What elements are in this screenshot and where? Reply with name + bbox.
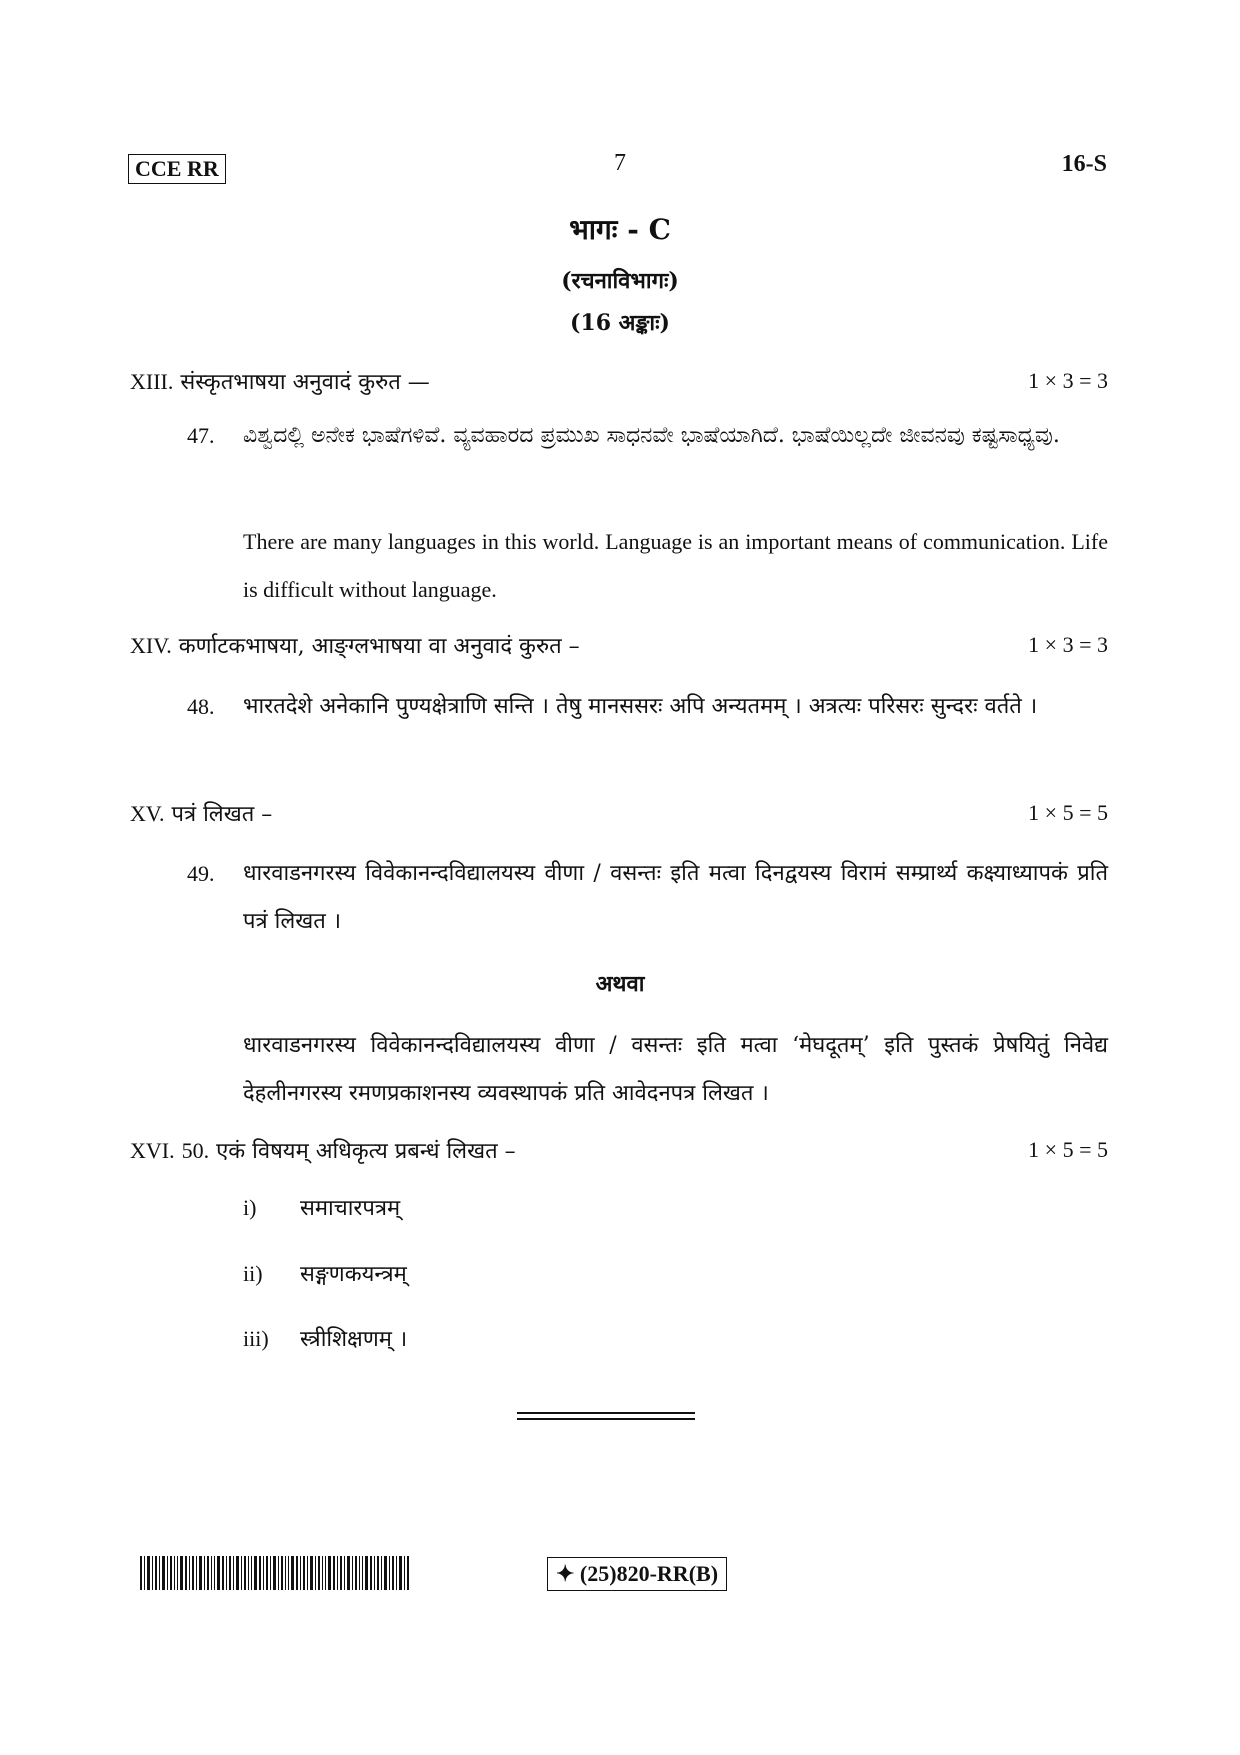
end-of-section-rule <box>517 1412 695 1420</box>
item-number: 50. <box>181 1138 210 1163</box>
question-instruction: कर्णाटकभाषया, आङ्ग्लभाषया वा अनुवादं कुरुत – <box>178 634 580 659</box>
question-marks: 1 × 3 = 3 <box>1028 632 1108 657</box>
question-number: XVI. <box>130 1138 175 1163</box>
question-xiii-heading <box>130 366 430 396</box>
item-number: 49. <box>187 861 215 886</box>
item-number: 48. <box>187 694 215 719</box>
or-label: अथवा <box>595 971 645 997</box>
alternate-letter-prompt: धारवाडनगरस्य विवेकानन्दविद्यालयस्य वीणा / वसन्तः इति मत्वा ‘मेघदूतम्’ इति पुस्तकं प्रेषयितुं निवेद्य देहलीनगरस्य रमणप्रकाशनस्य व्यवस्थापकं प्रति आवेदनपत्र लिखत । <box>243 1033 1108 1106</box>
question-marks: 1 × 5 = 5 <box>1028 800 1108 825</box>
option-number: ii) <box>243 1261 263 1286</box>
option-number: i) <box>243 1195 257 1220</box>
question-number: XIV. <box>130 633 172 658</box>
option-number: iii) <box>243 1326 269 1351</box>
question-instruction: पत्रं लिखत – <box>171 802 273 827</box>
sanskrit-passage: भारतदेशे अनेकानि पुण्यक्षेत्राणि सन्ति । तेषु मानससरः अपि अन्यतमम् । अत्रत्यः परिसरः सुन्दरः वर्तते । <box>243 694 1038 719</box>
kannada-passage: ವಿಶ್ವದಲ್ಲಿ ಅನೇಕ ಭಾಷೆಗಳಿವೆ. ವ್ಯವಹಾರದ ಪ್ರಮುಖ ಸಾಧನವೇ ಭಾಷೆಯಾಗಿದೆ. ಭಾಷೆಯಿಲ್ಲದೇ ಜೀವನವು ಕಷ್ಟಸಾಧ್ಯವು. <box>243 423 1060 448</box>
question-xvi-heading <box>130 1135 516 1165</box>
item-number: 47. <box>187 423 215 448</box>
option-text: स्त्रीशिक्षणम् । <box>300 1327 408 1352</box>
letter-prompt: धारवाडनगरस्य विवेकानन्दविद्यालयस्य वीणा / वसन्तः इति मत्वा दिनद्वयस्य विरामं सम्प्रार्थ्य कक्ष्याध्यापकं प्रति पत्रं लिखत । <box>243 861 1108 934</box>
booklet-code: ✦ (25)820-RR(B) <box>547 1557 727 1591</box>
question-marks: 1 × 5 = 5 <box>1028 1137 1108 1162</box>
barcode-icon <box>140 1556 410 1590</box>
question-number: XIII. <box>130 369 174 394</box>
question-xv-heading <box>130 798 272 828</box>
section-title: भागः - C <box>569 213 671 246</box>
section-marks: (16 अङ्काः) <box>570 310 670 336</box>
question-instruction: संस्कृतभाषया अनुवादं कुरुत — <box>180 370 430 395</box>
section-subtitle: (रचनाविभागः) <box>561 268 679 294</box>
english-passage: There are many languages in this world. Language is an important means of communication. Life is difficult without language. <box>243 529 1108 602</box>
paper-code: 16-S <box>1061 151 1107 177</box>
page-number: 7 <box>614 150 626 176</box>
option-text: सङ्गणकयन्त्रम् <box>300 1262 407 1287</box>
question-marks: 1 × 3 = 3 <box>1028 368 1108 393</box>
option-text: समाचारपत्रम् <box>300 1196 401 1221</box>
question-xiv-heading <box>130 630 580 660</box>
question-number: XV. <box>130 801 165 826</box>
question-instruction: एकं विषयम् अधिकृत्य प्रबन्धं लिखत – <box>216 1139 516 1164</box>
exam-code-box: CCE RR <box>128 154 226 184</box>
